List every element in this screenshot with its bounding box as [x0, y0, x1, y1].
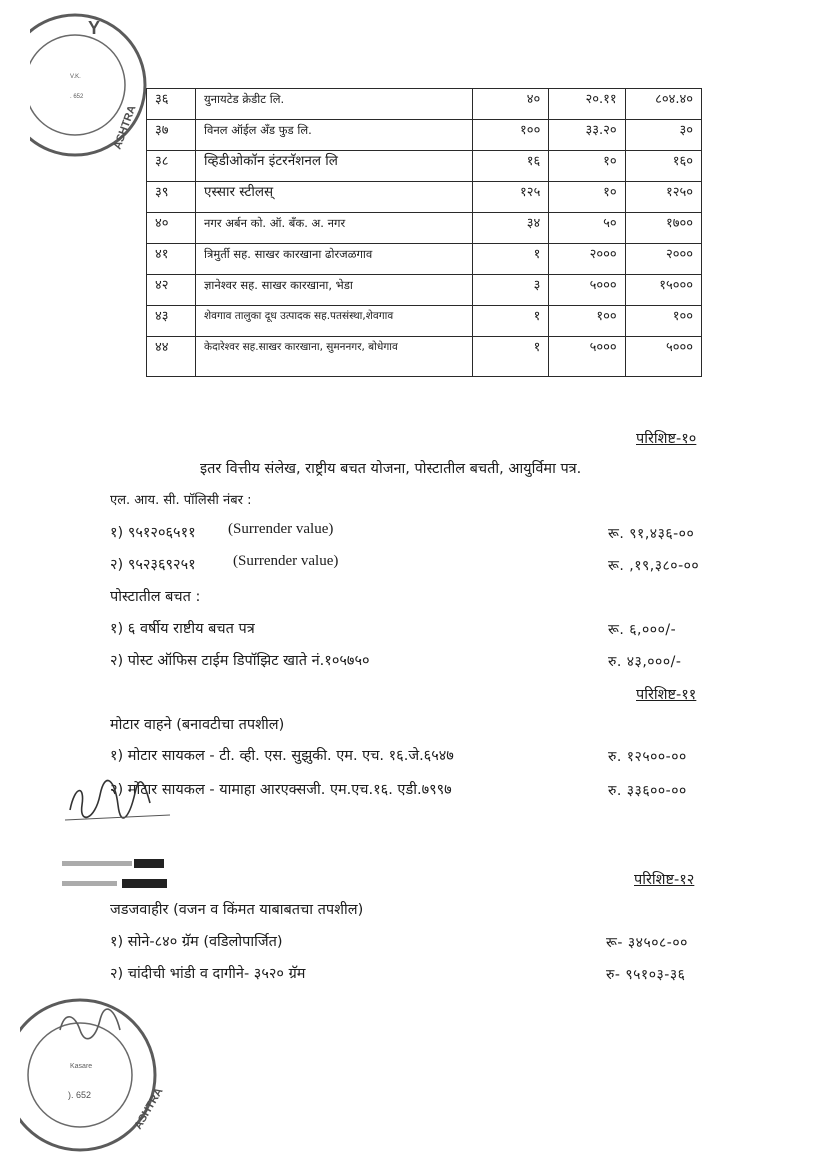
shares-table	[146, 88, 702, 377]
value: १५०००	[625, 275, 701, 306]
quantity: ४०	[473, 89, 549, 120]
company-name: व्हिडीओकॉन इंटरनॅशनल लि	[196, 151, 473, 182]
appendix-12-title: जडजवाहीर (वजन व किंमत याबाबतचा तपशील)	[110, 902, 364, 918]
vehicle-item-2: २) मोटार सायकल - यामाहा आरएक्सजी. एम.एच.१६. एडी.७९९७	[110, 782, 452, 798]
post-item-2: २) पोस्ट ऑफिस टाईम डिपॉझिट खाते नं.१०५७५०	[110, 653, 370, 669]
company-name: नगर अर्बन को. ऑ. बँक. अ. नगर	[196, 213, 473, 244]
rate: १०	[549, 182, 625, 213]
table-row	[147, 306, 702, 337]
value: १६०	[625, 151, 701, 182]
lic-item-1-note: (Surrender value)	[228, 521, 334, 537]
row-number: ३९	[147, 182, 196, 213]
notary-stamp-bottom	[20, 990, 170, 1165]
row-number: ३६	[147, 89, 196, 120]
table-row	[147, 337, 702, 377]
svg-text:Kasare: Kasare	[70, 1063, 93, 1070]
value: १७००	[625, 213, 701, 244]
row-number: ४०	[147, 213, 196, 244]
row-number: ४२	[147, 275, 196, 306]
row-number: ३८	[147, 151, 196, 182]
svg-text:V.K.: V.K.	[70, 74, 81, 80]
company-name: ज्ञानेश्वर सह. साखर कारखाना, भेडा	[196, 275, 473, 306]
company-name: विनल ऑईल अँड फुड लि.	[196, 120, 473, 151]
lic-item-index: १)	[110, 525, 124, 541]
appendix-10-title: इतर वित्तीय संलेख, राष्ट्रीय बचत योजना, पोस्टातील बचती, आयुर्विमा पत्र.	[200, 461, 582, 477]
signature-scribble	[60, 775, 180, 835]
appendix-12-heading: परिशिष्ट-१२	[634, 872, 695, 888]
quantity: १	[473, 337, 549, 377]
company-name: त्रिमुर्ती सह. साखर कारखाना ढोरजळगाव	[196, 244, 473, 275]
rate: ५०	[549, 213, 625, 244]
quantity: १	[473, 306, 549, 337]
appendix-11-heading: परिशिष्ट-११	[636, 687, 697, 703]
lic-item-1-amount: रू. ९१,४३६-००	[608, 526, 695, 542]
lic-policy-label: एल. आय. सी. पॉलिसी नंबर :	[110, 493, 252, 508]
row-number: ४३	[147, 306, 196, 337]
jewellery-item-2: २) चांदीची भांडी व दागीने- ३५२० ग्रॅम	[110, 966, 306, 982]
value: ३०	[625, 120, 701, 151]
rate: ५०००	[549, 275, 625, 306]
table-row	[147, 151, 702, 182]
quantity: ३४	[473, 213, 549, 244]
value: २०००	[625, 244, 701, 275]
redacted-text	[62, 855, 192, 895]
notary-stamp-top	[30, 0, 160, 175]
rate: २०.११	[549, 89, 625, 120]
quantity: १६	[473, 151, 549, 182]
svg-text:. 652: . 652	[70, 94, 84, 100]
quantity: १	[473, 244, 549, 275]
svg-text:ASHTRA: ASHTRA	[111, 103, 139, 152]
row-number: ३७	[147, 120, 196, 151]
vehicle-item-1-amount: रु. १२५००-००	[608, 749, 687, 765]
vehicle-item-2-amount: रु. ३३६००-००	[608, 783, 687, 799]
jewellery-item-2-amount: रु- ९५१०३-३६	[606, 967, 686, 983]
jewellery-item-1-amount: रू- ३४५०८-००	[606, 935, 688, 951]
rate: १००	[549, 306, 625, 337]
table-row	[147, 275, 702, 306]
lic-policy-number: ९५१२०६५११	[127, 525, 196, 541]
post-savings-label: पोस्टातील बचत :	[110, 589, 201, 605]
quantity: १२५	[473, 182, 549, 213]
svg-text:ASHTRA: ASHTRA	[132, 1085, 166, 1132]
value: ८०४.४०	[625, 89, 701, 120]
table-row	[147, 89, 702, 120]
table-row	[147, 182, 702, 213]
quantity: ३	[473, 275, 549, 306]
rate: २०००	[549, 244, 625, 275]
rate: ५०००	[549, 337, 625, 377]
company-name: युनायटेड क्रेडीट लि.	[196, 89, 473, 120]
quantity: १००	[473, 120, 549, 151]
post-item-2-amount: रु. ४३,०००/-	[608, 654, 682, 670]
company-name: एस्सार स्टीलस्	[196, 182, 473, 213]
appendix-10-heading: परिशिष्ट-१०	[636, 431, 697, 447]
rate: ३३.२०	[549, 120, 625, 151]
svg-text:). 652: ). 652	[68, 1090, 92, 1100]
table-row	[147, 213, 702, 244]
value: १२५०	[625, 182, 701, 213]
table-row	[147, 120, 702, 151]
company-name: शेवगाव तालुका दूध उत्पादक सह.पतसंस्था,शेवगाव	[196, 306, 473, 337]
value: ५०००	[625, 337, 701, 377]
company-name: केदारेश्वर सह.साखर कारखाना, सुमननगर, बोधेगाव	[196, 337, 473, 377]
svg-text:Y: Y	[88, 18, 101, 38]
rate: १०	[549, 151, 625, 182]
post-item-1: १) ६ वर्षीय राष्टीय बचत पत्र	[110, 621, 255, 637]
jewellery-item-1: १) सोने-८४० ग्रॅम (वडिलोपार्जित)	[110, 934, 283, 950]
row-number: ४४	[147, 337, 196, 377]
lic-item-1	[110, 522, 196, 542]
row-number: ४१	[147, 244, 196, 275]
lic-item-2-note: (Surrender value)	[233, 553, 339, 569]
post-item-1-amount: रू. ६,०००/-	[608, 622, 677, 638]
lic-item-index: २)	[110, 557, 124, 573]
lic-policy-number: ९५२३६९२५१	[127, 557, 196, 573]
value: १००	[625, 306, 701, 337]
vehicle-item-1: १) मोटार सायकल - टी. व्ही. एस. सुझुकी. एम. एच. १६.जे.६५४७	[110, 748, 454, 764]
lic-item-2	[110, 554, 196, 574]
table-row	[147, 244, 702, 275]
appendix-11-title: मोटार वाहने (बनावटीचा तपशील)	[110, 717, 285, 733]
lic-item-2-amount: रू. ,१९,३८०-००	[608, 558, 700, 574]
